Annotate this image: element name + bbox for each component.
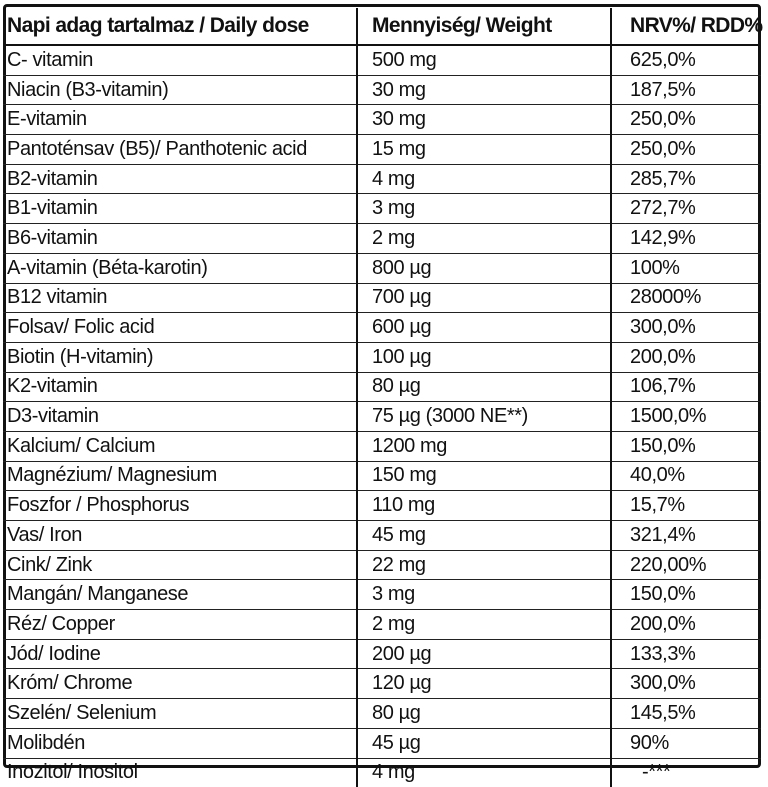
- cell-nutrient: Molibdén: [3, 728, 357, 758]
- cell-amount: 22 mg: [357, 550, 611, 580]
- cell-nutrient: D3-vitamin: [3, 402, 357, 432]
- table-row: [3, 521, 761, 551]
- header-amount: Mennyiség/ Weight: [357, 8, 611, 45]
- table-row: [3, 194, 761, 224]
- cell-nrv: 272,7%: [611, 194, 761, 224]
- cell-nrv: 133,3%: [611, 639, 761, 669]
- table-row: [3, 402, 761, 432]
- table-row: [3, 639, 761, 669]
- table-row: [3, 45, 761, 75]
- daily-dose-table: [3, 8, 761, 787]
- table-row: [3, 431, 761, 461]
- cell-amount: 30 mg: [357, 75, 611, 105]
- cell-amount: 150 mg: [357, 461, 611, 491]
- cell-nrv: 15,7%: [611, 491, 761, 521]
- cell-amount: 200 µg: [357, 639, 611, 669]
- cell-amount: 120 µg: [357, 669, 611, 699]
- table-row: [3, 313, 761, 343]
- cell-nrv: -***: [611, 758, 761, 787]
- cell-nutrient: B12 vitamin: [3, 283, 357, 313]
- cell-nrv: 250,0%: [611, 105, 761, 135]
- cell-amount: 700 µg: [357, 283, 611, 313]
- cell-nutrient: Foszfor / Phosphorus: [3, 491, 357, 521]
- table-row: [3, 699, 761, 729]
- cell-nrv: 220,00%: [611, 550, 761, 580]
- table-row: [3, 669, 761, 699]
- cell-amount: 1200 mg: [357, 431, 611, 461]
- cell-nrv: 28000%: [611, 283, 761, 313]
- cell-nrv: 187,5%: [611, 75, 761, 105]
- cell-amount: 2 mg: [357, 224, 611, 254]
- table-row: [3, 342, 761, 372]
- cell-nrv: 625,0%: [611, 45, 761, 75]
- cell-nutrient: Biotin (H-vitamin): [3, 342, 357, 372]
- cell-nrv: 300,0%: [611, 669, 761, 699]
- table-row: [3, 491, 761, 521]
- cell-amount: 800 µg: [357, 253, 611, 283]
- cell-nrv: 285,7%: [611, 164, 761, 194]
- cell-nrv: 300,0%: [611, 313, 761, 343]
- cell-nrv: 40,0%: [611, 461, 761, 491]
- cell-nrv: 106,7%: [611, 372, 761, 402]
- cell-amount: 3 mg: [357, 580, 611, 610]
- cell-nrv: 150,0%: [611, 431, 761, 461]
- cell-nutrient: B2-vitamin: [3, 164, 357, 194]
- table-row: [3, 75, 761, 105]
- header-nrv: NRV%/ RDD%: [611, 8, 761, 45]
- cell-amount: 500 mg: [357, 45, 611, 75]
- cell-nutrient: Magnézium/ Magnesium: [3, 461, 357, 491]
- cell-nutrient: Folsav/ Folic acid: [3, 313, 357, 343]
- cell-nutrient: Pantoténsav (B5)/ Panthotenic acid: [3, 135, 357, 165]
- cell-amount: 110 mg: [357, 491, 611, 521]
- cell-nutrient: E-vitamin: [3, 105, 357, 135]
- cell-nutrient: Inozitol/ Inositol: [7, 761, 138, 784]
- cell-amount: 3 mg: [357, 194, 611, 224]
- table-row: [3, 550, 761, 580]
- table-header-row: [3, 8, 761, 45]
- cell-amount: 2 mg: [357, 610, 611, 640]
- table-row: [3, 610, 761, 640]
- table-row: [3, 135, 761, 165]
- cell-nutrient: B6-vitamin: [3, 224, 357, 254]
- cell-amount: 80 µg: [357, 372, 611, 402]
- cell-nutrient: Niacin (B3-vitamin): [3, 75, 357, 105]
- cell-amount: 4 mg: [357, 758, 611, 787]
- table-row: [3, 164, 761, 194]
- cell-nutrient: Kalcium/ Calcium: [3, 431, 357, 461]
- cell-nutrient: C- vitamin: [3, 45, 357, 75]
- cell-amount: 4 mg: [357, 164, 611, 194]
- table-row: [3, 283, 761, 313]
- cell-nutrient: B1-vitamin: [3, 194, 357, 224]
- table-row: [3, 728, 761, 758]
- cell-amount: 600 µg: [357, 313, 611, 343]
- table-row: [3, 580, 761, 610]
- table-row: [3, 105, 761, 135]
- table-row: [3, 461, 761, 491]
- cell-amount: 15 mg: [357, 135, 611, 165]
- cell-nrv: 200,0%: [611, 342, 761, 372]
- cell-nutrient: Cink/ Zink: [3, 550, 357, 580]
- cell-amount: 100 µg: [357, 342, 611, 372]
- cell-nrv: 142,9%: [611, 224, 761, 254]
- cell-nrv: 321,4%: [611, 521, 761, 551]
- cell-nutrient: Jód/ Iodine: [3, 639, 357, 669]
- cell-nrv: 150,0%: [611, 580, 761, 610]
- cell-nutrient: Vas/ Iron: [3, 521, 357, 551]
- header-name: Napi adag tartalmaz / Daily dose: [3, 8, 357, 45]
- cell-nrv: 100%: [611, 253, 761, 283]
- cell-nutrient: Szelén/ Selenium: [3, 699, 357, 729]
- table-row: [3, 253, 761, 283]
- cell-amount: 45 µg: [357, 728, 611, 758]
- cell-amount: 75 µg (3000 NE**): [357, 402, 611, 432]
- cell-nutrient: Króm/ Chrome: [3, 669, 357, 699]
- cell-nrv: 200,0%: [611, 610, 761, 640]
- cell-nutrient: A-vitamin (Béta-karotin): [3, 253, 357, 283]
- cell-amount: 45 mg: [357, 521, 611, 551]
- table-row: [3, 758, 761, 787]
- table-row: [3, 372, 761, 402]
- cell-nrv: 90%: [611, 728, 761, 758]
- cell-nrv: 145,5%: [611, 699, 761, 729]
- cell-nutrient: K2-vitamin: [3, 372, 357, 402]
- cell-nutrient: Mangán/ Manganese: [3, 580, 357, 610]
- cell-nrv: 1500,0%: [611, 402, 761, 432]
- cell-amount: 80 µg: [357, 699, 611, 729]
- table-row: [3, 224, 761, 254]
- cell-amount: 30 mg: [357, 105, 611, 135]
- cell-nrv: 250,0%: [611, 135, 761, 165]
- cell-nutrient: Réz/ Copper: [3, 610, 357, 640]
